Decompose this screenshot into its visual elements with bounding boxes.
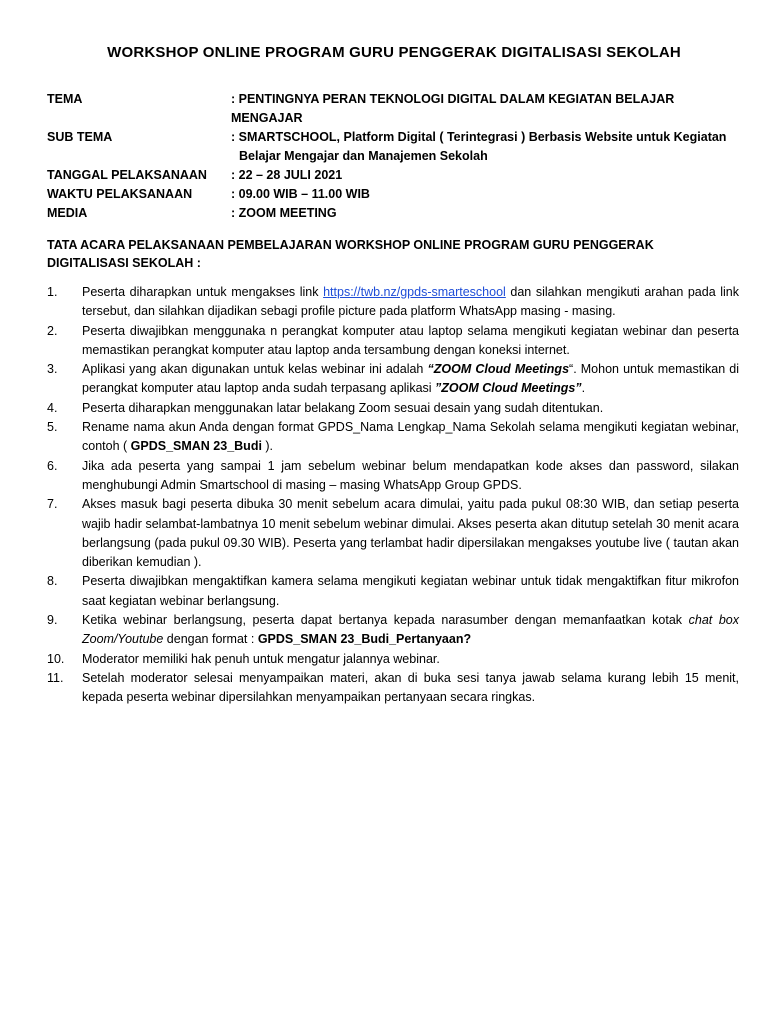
list-item bbox=[47, 572, 739, 611]
list-item-text: Setelah moderator selesai menyampaikan materi, akan di buka sesi tanya jawab selama kurang lebih 15 menit, kepada peserta webinar dipersilahkan menyampaikan pertanyaan secara ringkas. bbox=[82, 670, 739, 705]
list-item bbox=[47, 650, 739, 669]
list-item-number: 3. bbox=[47, 362, 58, 377]
list-item-text: Peserta diharapkan menggunakan latar belakang Zoom sesuai desain yang sudah ditentukan. bbox=[82, 400, 604, 415]
info-label: MEDIA bbox=[47, 206, 88, 220]
list-item-number: 4. bbox=[47, 400, 58, 415]
list-item-text: Jika ada peserta yang sampai 1 jam sebelum webinar belum mendapatkan kode akses dan password, silakan menghubungi Admin Smartschool di masing – masing WhatsApp Group GPDS. bbox=[82, 458, 739, 492]
list-item bbox=[47, 611, 739, 650]
list-item bbox=[47, 457, 739, 496]
list-item-number: 6. bbox=[47, 458, 58, 473]
list-item bbox=[47, 495, 739, 572]
list-item bbox=[47, 322, 739, 361]
info-label: TEMA bbox=[47, 92, 83, 106]
list-item-number: 10. bbox=[47, 651, 65, 666]
app-name: ”ZOOM Cloud Meetings” bbox=[435, 381, 582, 396]
document-title: WORKSHOP ONLINE PROGRAM GURU PENGGERAK DIGITALISASI SEKOLAH bbox=[107, 44, 681, 61]
info-label: WAKTU PELAKSANAAN bbox=[47, 187, 193, 201]
chat-box-term: chat box Zoom/Youtube bbox=[82, 613, 739, 647]
event-info-table bbox=[47, 90, 747, 223]
info-value-line: : SMARTSCHOOL, Platform Digital ( Terintegrasi ) Berbasis Website untuk Kegiatan bbox=[231, 130, 727, 144]
info-value: : 22 – 28 JULI 2021 bbox=[231, 168, 343, 182]
section-heading-line: DIGITALISASI SEKOLAH : bbox=[47, 256, 201, 270]
info-row-tanggal bbox=[47, 166, 747, 185]
list-item-number: 2. bbox=[47, 323, 58, 338]
info-value bbox=[231, 128, 747, 166]
list-item-number: 11. bbox=[47, 670, 64, 685]
list-item-text: Aplikasi yang akan digunakan untuk kelas webinar ini adalah “ZOOM Cloud Meetings“. Mohon untuk memastikan di perangkat komputer atau laptop anda sudah terpasang aplikasi ”ZOOM Cloud Meetings”. bbox=[82, 362, 739, 396]
info-value: : 09.00 WIB – 11.00 WIB bbox=[231, 187, 370, 201]
list-item-text: Rename nama akun Anda dengan format GPDS_Nama Lengkap_Nama Sekolah selama mengikuti kegiatan webinar, contoh ( GPDS_SMAN 23_Budi ). bbox=[82, 420, 739, 454]
info-value-line: Belajar Mengajar dan Manajemen Sekolah bbox=[239, 149, 488, 163]
info-row-media bbox=[47, 204, 747, 223]
question-format-example: GPDS_SMAN 23_Budi_Pertanyaan? bbox=[257, 632, 472, 647]
registration-link[interactable]: https://twb.nz/gpds-smarteschool bbox=[323, 285, 506, 299]
info-value: : ZOOM MEETING bbox=[231, 206, 337, 220]
list-item bbox=[47, 360, 739, 399]
info-row-waktu bbox=[47, 185, 747, 204]
info-row-tema bbox=[47, 90, 747, 128]
list-item-text: Peserta diharapkan untuk mengakses link https://twb.nz/gpds-smarteschool dan silahkan mengikuti arahan pada link tersebut, dan silahkan dijadikan sebagi profile picture pada platform WhatsApp masing - masing. bbox=[82, 285, 739, 319]
name-format-example: GPDS_SMAN 23_Budi bbox=[130, 439, 262, 454]
procedure-list bbox=[47, 283, 739, 708]
list-item bbox=[47, 418, 739, 457]
list-item-text: Peserta diwajibkan mengaktifkan kamera selama mengikuti kegiatan webinar untuk tidak mengaktifkan fitur mikrofon saat kegiatan webinar berlangsung. bbox=[82, 574, 739, 608]
list-item bbox=[47, 399, 739, 418]
section-heading bbox=[47, 236, 687, 272]
list-item-number: 9. bbox=[47, 613, 58, 628]
info-label: SUB TEMA bbox=[47, 130, 113, 144]
list-item-number: 5. bbox=[47, 420, 58, 435]
list-item bbox=[47, 283, 739, 322]
list-item-text: Moderator memiliki hak penuh untuk mengatur jalannya webinar. bbox=[82, 651, 440, 666]
section-heading-line: TATA ACARA PELAKSANAAN PEMBELAJARAN WORKSHOP ONLINE PROGRAM GURU PENGGERAK bbox=[47, 238, 654, 252]
list-item-number: 8. bbox=[47, 574, 58, 589]
app-name: “ZOOM Cloud Meetings bbox=[427, 362, 570, 377]
list-item-number: 7. bbox=[47, 497, 58, 512]
list-item bbox=[47, 669, 739, 708]
info-label: TANGGAL PELAKSANAAN bbox=[47, 168, 207, 182]
info-value: : PENTINGNYA PERAN TEKNOLOGI DIGITAL DALAM KEGIATAN BELAJAR MENGAJAR bbox=[231, 92, 675, 125]
info-row-subtema bbox=[47, 128, 747, 166]
list-item-text: Ketika webinar berlangsung, peserta dapat bertanya kepada narasumber dengan memanfaatkan kotak chat box Zoom/Youtube dengan format : GPDS_SMAN 23_Budi_Pertanyaan? bbox=[82, 613, 739, 647]
list-item-text: Peserta diwajibkan menggunaka n perangkat komputer atau laptop selama mengikuti kegiatan webinar dan peserta memastikan perangkat komputer atau laptop anda tersambung dengan koneksi internet. bbox=[82, 323, 739, 357]
list-item-number: 1. bbox=[47, 285, 58, 299]
list-item-text: Akses masuk bagi peserta dibuka 30 menit sebelum acara dimulai, yaitu pada pukul 08:30 WIB, dan setiap peserta wajib hadir selambat-lambatnya 10 menit sebelum webinar dimulai. Akses peserta akan ditutup setelah 30 menit acara berlangsung (pada pukul 09.30 WIB). Peserta yang terlambat hadir dipersilakan mengakses youtube live ( tautan akan diberikan kemudian ). bbox=[82, 497, 739, 570]
